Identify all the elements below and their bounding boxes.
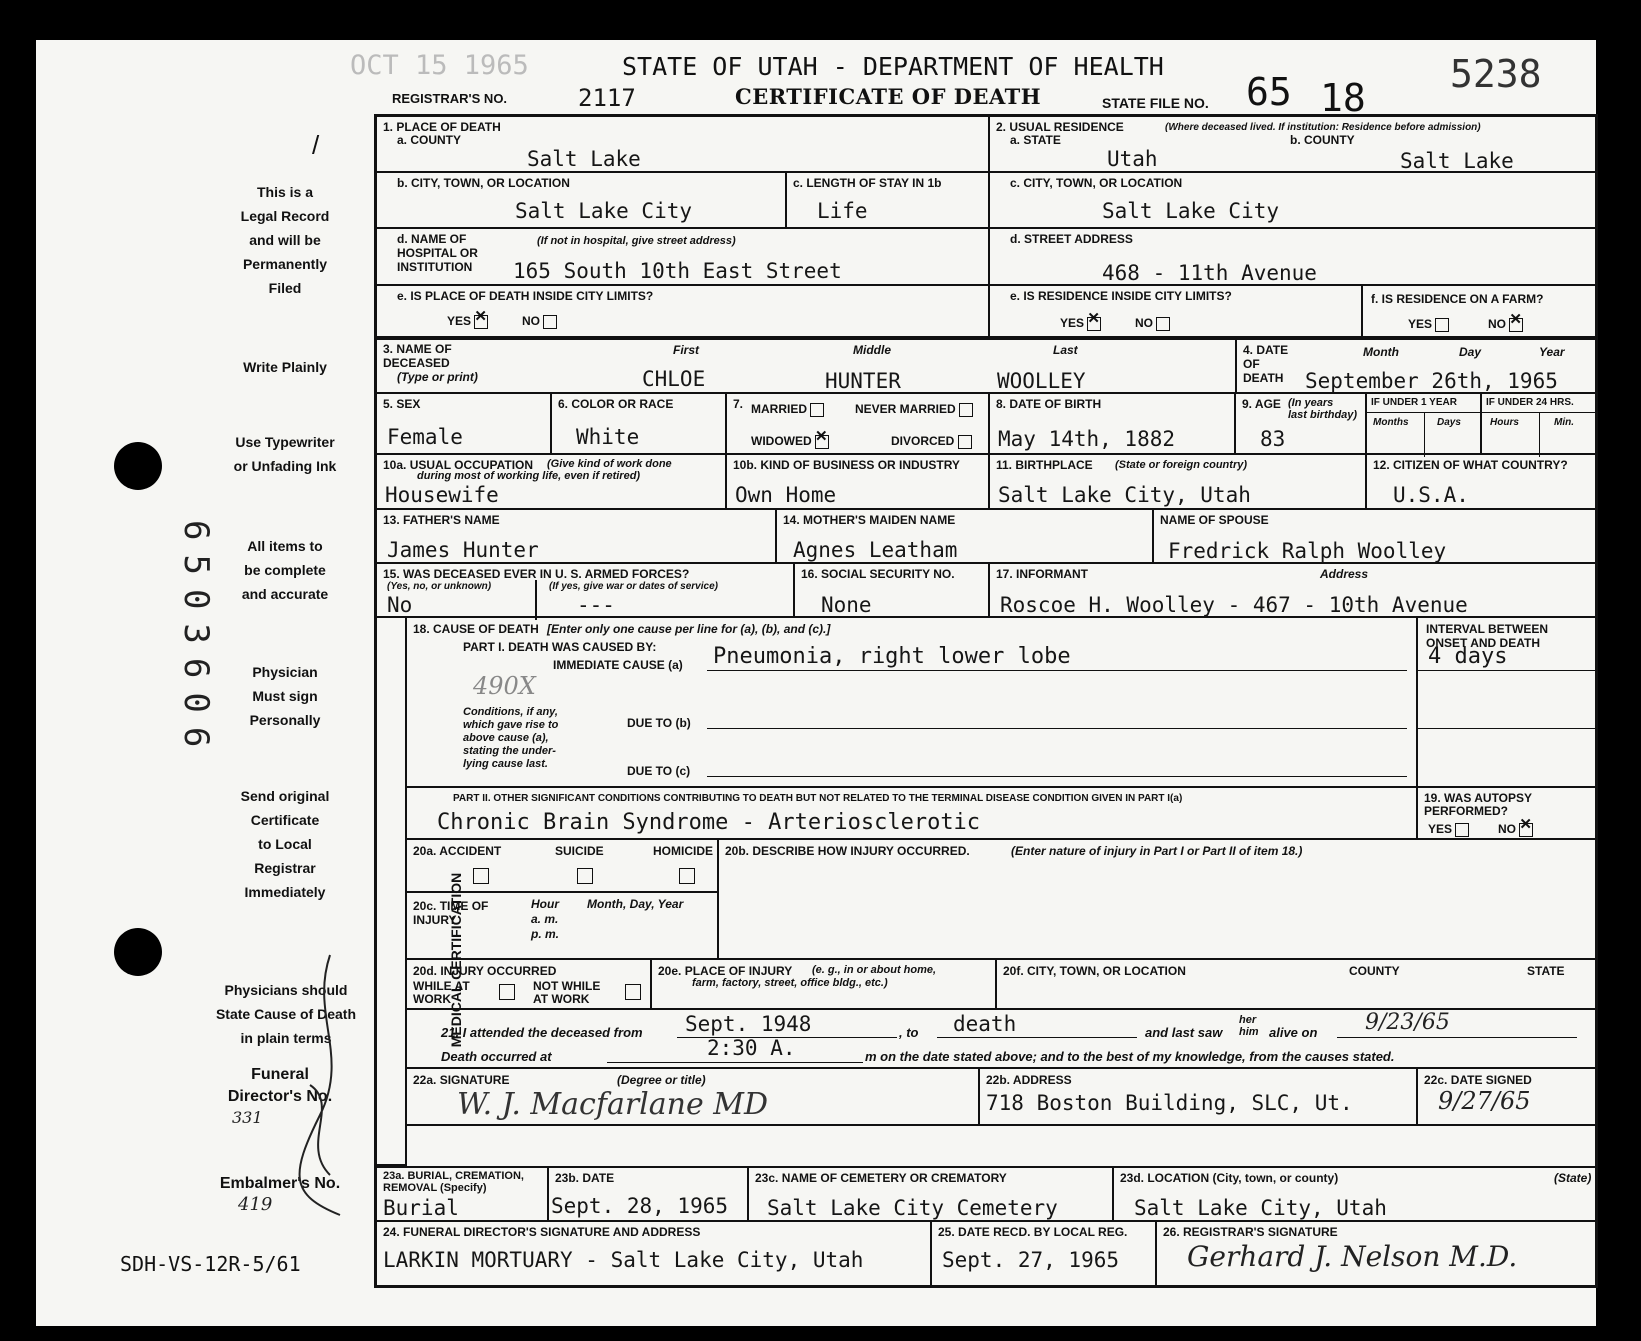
burial-label: 23a. BURIAL, CREMATION, REMOVAL (Specify) xyxy=(383,1170,524,1194)
farm-no[interactable]: NO ✕ xyxy=(1488,317,1523,332)
res-county-label: b. COUNTY xyxy=(1290,133,1355,147)
armed-label: 15. WAS DECEASED EVER IN U. S. ARMED FORCES? xyxy=(383,567,690,581)
her-him-label: her him xyxy=(1239,1014,1259,1038)
citizen-label: 12. CITIZEN OF WHAT COUNTRY? xyxy=(1373,458,1568,472)
checkbox-homicide[interactable] xyxy=(679,868,695,884)
year-label: Year xyxy=(1539,345,1565,359)
funeral-director-sig-label: 24. FUNERAL DIRECTOR'S SIGNATURE AND ADDRESS xyxy=(383,1225,701,1239)
cell-injury-occurred xyxy=(407,960,652,1010)
checkbox-autopsy-no[interactable] xyxy=(1519,823,1533,837)
cell-funeral-director xyxy=(377,1222,932,1288)
note-physician: Physician Must sign Personally xyxy=(249,664,321,728)
punch-hole-bottom xyxy=(114,928,162,976)
degree-label: (Degree or title) xyxy=(617,1073,706,1087)
sex-label: 5. SEX xyxy=(383,397,421,411)
cell-date-received xyxy=(932,1222,1157,1288)
hours-label: Hours xyxy=(1490,417,1519,428)
date-signed: 9/27/65 xyxy=(1438,1087,1531,1115)
date-of-death: September 26th, 1965 xyxy=(1305,369,1558,393)
state-file-no-label: STATE FILE NO. xyxy=(1102,95,1209,111)
address-label: Address xyxy=(1320,567,1369,581)
cell-under-1-year xyxy=(1367,394,1482,455)
cell-father xyxy=(377,510,777,564)
armed-note-b: (If yes, give war or dates of service) xyxy=(549,581,718,592)
cause-note: [Enter only one cause per line for (a), (b), and (c).] xyxy=(547,622,831,636)
cell-under-24-hrs xyxy=(1482,394,1598,455)
informant-label: 17. INFORMANT xyxy=(996,567,1089,581)
state-file-no-b: 18 xyxy=(1320,76,1366,120)
birthplace-note: (State or foreign country) xyxy=(1115,459,1248,471)
while-at-work-label: WHILE AT WORK xyxy=(413,979,470,1006)
checkbox-accident[interactable] xyxy=(473,868,489,884)
stay-label: c. LENGTH OF STAY IN 1b xyxy=(793,176,942,190)
informant: Roscoe H. Woolley - 467 - 10th Avenue xyxy=(1000,593,1468,617)
farm-yes[interactable]: YES xyxy=(1408,317,1449,332)
attend-from: Sept. 1948 xyxy=(685,1012,812,1036)
burial-state-label: (State) xyxy=(1554,1171,1592,1185)
registrar-signature: Gerhard J. Nelson M.D. xyxy=(1187,1240,1518,1273)
due-to-c-label: DUE TO (c) xyxy=(627,764,691,778)
date-of-birth: May 14th, 1882 xyxy=(998,427,1176,451)
ssn-label: 16. SOCIAL SECURITY NO. xyxy=(801,567,955,581)
under-24-label: IF UNDER 24 HRS. xyxy=(1486,397,1574,408)
cell-date-signed xyxy=(1418,1069,1598,1126)
cell-marital-status xyxy=(727,394,990,455)
occupation: Housewife xyxy=(385,483,499,507)
cell-res-farm xyxy=(1363,286,1598,338)
occupation-note: (Give kind of work done during most of working life, even if retired) xyxy=(417,458,672,482)
occurred-at-label: Death occurred at xyxy=(441,1049,552,1064)
cemetery: Salt Lake City Cemetery xyxy=(767,1196,1058,1220)
autopsy-no[interactable]: NO ✕ xyxy=(1498,822,1533,837)
physician-signature: W. J. Macfarlane MD xyxy=(457,1087,769,1122)
to-label: , to xyxy=(899,1025,919,1040)
citizen: U.S.A. xyxy=(1393,483,1469,507)
cell-race xyxy=(552,394,727,455)
res-county: Salt Lake xyxy=(1400,149,1514,173)
checkbox-married[interactable] xyxy=(810,403,824,417)
injury-city-label: 20f. CITY, TOWN, OR LOCATION xyxy=(1003,964,1186,978)
cell-accident xyxy=(407,840,719,893)
part2-conditions: Chronic Brain Syndrome - Arteriosclerotic xyxy=(437,810,981,835)
sex: Female xyxy=(387,425,463,449)
hospital-note: (If not in hospital, give street address) xyxy=(537,235,736,247)
physician-address-label: 22b. ADDRESS xyxy=(986,1073,1072,1087)
cell-place-of-injury xyxy=(652,960,997,1010)
physician-address: 718 Boston Building, SLC, Ut. xyxy=(986,1091,1353,1115)
date-received-label: 25. DATE RECD. BY LOCAL REG. xyxy=(938,1225,1128,1239)
death-inside-yes[interactable]: YES ✕ xyxy=(447,314,488,329)
middle-name: HUNTER xyxy=(825,369,901,393)
interval-label: INTERVAL BETWEEN ONSET AND DEATH xyxy=(1426,622,1549,650)
time-of-death: 2:30 A. xyxy=(707,1036,796,1060)
cell-armed-forces xyxy=(377,564,795,618)
immediate-label: IMMEDIATE CAUSE (a) xyxy=(553,658,683,672)
mother-name: Agnes Leatham xyxy=(793,538,958,562)
cell-cemetery xyxy=(749,1166,1114,1222)
cell-birthplace xyxy=(990,455,1367,510)
date-received: Sept. 27, 1965 xyxy=(942,1248,1120,1272)
cell-informant xyxy=(990,564,1598,618)
marital-num: 7. xyxy=(733,397,744,411)
how-injury-note: (Enter nature of injury in Part I or Part II of item 18.) xyxy=(1011,844,1303,858)
place-of-injury-note: (e. g., in or about home, farm, factory, street, office bldg., etc.) xyxy=(692,964,937,989)
cell-ssn xyxy=(795,564,990,618)
months-label: Months xyxy=(1373,417,1409,428)
autopsy-label: 19. WAS AUTOPSY PERFORMED? xyxy=(1424,791,1533,818)
spouse-label: NAME OF SPOUSE xyxy=(1160,513,1269,527)
cause-label: 18. CAUSE OF DEATH xyxy=(413,622,539,636)
occupation-label: 10a. USUAL OCCUPATION xyxy=(383,458,534,472)
first-name: CHLOE xyxy=(642,367,706,391)
checkbox-divorced[interactable] xyxy=(958,435,972,449)
note-legal-record: This is a Legal Record and will be Permanently Filed xyxy=(240,184,330,296)
file-serial: 5238 xyxy=(1450,52,1542,96)
death-certificate-form xyxy=(374,114,1598,1288)
business-label: 10b. KIND OF BUSINESS OR INDUSTRY xyxy=(733,458,960,472)
form-code: SDH-VS-12R-5/61 xyxy=(120,1252,301,1276)
res-city: Salt Lake City xyxy=(1102,199,1280,223)
accident-label: 20a. ACCIDENT xyxy=(413,844,502,858)
cell-spouse xyxy=(1154,510,1598,564)
checkbox-widowed[interactable] xyxy=(815,435,829,449)
last-name: WOOLLEY xyxy=(997,369,1086,393)
res-street: 468 - 11th Avenue xyxy=(1102,261,1317,285)
date-signed-label: 22c. DATE SIGNED xyxy=(1424,1073,1532,1087)
death-county: Salt Lake xyxy=(527,147,641,171)
checkbox-death-inside-yes[interactable] xyxy=(474,315,488,329)
mother-label: 14. MOTHER'S MAIDEN NAME xyxy=(783,513,956,527)
street-label: d. STREET ADDRESS xyxy=(1010,232,1133,246)
cell-res-city xyxy=(990,173,1598,229)
registrar-signature-label: 26. REGISTRAR'S SIGNATURE xyxy=(1163,1225,1338,1239)
cell-date-of-birth xyxy=(990,394,1236,455)
cell-time-of-injury xyxy=(407,893,719,960)
burial: Burial xyxy=(383,1196,459,1220)
father-name: James Hunter xyxy=(387,538,539,562)
deceased-name-label: 3. NAME OF DECEASED xyxy=(383,342,452,370)
cell-death-city xyxy=(377,173,787,229)
cell-burial-date xyxy=(549,1166,749,1222)
sidebar-signature-scribble xyxy=(270,935,390,1235)
res-inside-no[interactable]: NO xyxy=(1135,316,1170,331)
time-of-injury-label: 20c. TIME OF INJURY xyxy=(413,899,489,927)
cemetery-label: 23c. NAME OF CEMETERY OR CREMATORY xyxy=(755,1171,1007,1185)
never-married[interactable]: NEVER MARRIED xyxy=(855,402,973,417)
signature-label: 22a. SIGNATURE xyxy=(413,1073,510,1087)
race-label: 6. COLOR OR RACE xyxy=(558,397,674,411)
checkbox-res-inside-no[interactable] xyxy=(1156,317,1170,331)
checkbox-res-inside-yes[interactable] xyxy=(1087,317,1101,331)
note-state-cause: Physicians should State Cause of Death in plain terms xyxy=(215,982,357,1046)
embalmer-no: 419 xyxy=(238,1194,273,1215)
checkbox-while-at-work[interactable] xyxy=(499,984,515,1000)
due-to-b-label: DUE TO (b) xyxy=(627,716,691,730)
race: White xyxy=(576,425,640,449)
cell-res-inside-city xyxy=(990,286,1363,338)
attend-to: death xyxy=(953,1012,1017,1036)
death-inside-city-label: e. IS PLACE OF DEATH INSIDE CITY LIMITS? xyxy=(397,289,654,303)
agency-title: STATE OF UTAH - DEPARTMENT OF HEALTH xyxy=(622,52,1164,81)
res-state-label: a. STATE xyxy=(1010,133,1061,147)
length-of-stay: Life xyxy=(817,199,868,223)
under-year-label: IF UNDER 1 YEAR xyxy=(1371,397,1457,408)
place-of-death-label: 1. PLACE OF DEATH xyxy=(383,120,501,134)
spouse-name: Fredrick Ralph Woolley xyxy=(1168,539,1447,563)
type-or-print-note: (Type or print) xyxy=(397,370,478,384)
cell-cause-of-death xyxy=(407,618,1418,788)
father-label: 13. FATHER'S NAME xyxy=(383,513,500,527)
res-inside-yes[interactable]: YES ✕ xyxy=(1060,316,1101,331)
day-label: Day xyxy=(1459,345,1482,359)
usual-residence-label: 2. USUAL RESIDENCE xyxy=(996,120,1124,134)
checkbox-autopsy-yes[interactable] xyxy=(1455,823,1469,837)
cell-mother xyxy=(777,510,1154,564)
funeral-director-label: Funeral Director's No. xyxy=(227,1066,333,1105)
homicide-label: HOMICIDE xyxy=(653,844,713,858)
medical-certification-label: MEDICAL CERTIFICATION xyxy=(448,872,465,1048)
widowed[interactable]: WIDOWED ✕ xyxy=(751,434,829,449)
injury-state-label: STATE xyxy=(1527,964,1565,978)
registrar-no-label: REGISTRAR'S NO. xyxy=(392,91,508,106)
registrar-no: 2117 xyxy=(578,84,636,112)
cell-death-inside-city xyxy=(377,286,990,338)
farm-label: f. IS RESIDENCE ON A FARM? xyxy=(1371,292,1544,306)
armed-forces: No xyxy=(387,593,413,617)
res-state: Utah xyxy=(1107,147,1158,171)
last-label: Last xyxy=(1053,343,1078,357)
hospital-label: d. NAME OF HOSPITAL OR INSTITUTION xyxy=(397,232,478,274)
residence-note: (Where deceased lived. If institution: Residence before admission) xyxy=(1165,122,1481,133)
last-saw-label: and last saw xyxy=(1145,1025,1223,1040)
checkbox-suicide[interactable] xyxy=(577,868,593,884)
cell-physician-address xyxy=(980,1069,1418,1126)
suicide-label: SUICIDE xyxy=(555,844,604,858)
alive-on-label: alive on xyxy=(1269,1025,1318,1040)
business: Own Home xyxy=(735,483,837,507)
cell-place-county xyxy=(377,117,990,173)
last-seen-date: 9/23/65 xyxy=(1365,1010,1450,1035)
cell-age xyxy=(1236,394,1367,455)
month-label: Month xyxy=(1363,345,1399,359)
cell-hospital xyxy=(377,229,990,286)
res-inside-city-label: e. IS RESIDENCE INSIDE CITY LIMITS? xyxy=(1010,289,1232,303)
days-label: Days xyxy=(1437,417,1461,428)
cell-res-street xyxy=(990,229,1598,286)
city-label: b. CITY, TOWN, OR LOCATION xyxy=(397,176,570,190)
date-of-death-label: 4. DATE OF DEATH xyxy=(1243,343,1289,385)
cell-name-of-deceased xyxy=(377,338,1237,394)
cell-occupation xyxy=(377,455,727,510)
attend-label: 21. I attended the deceased from xyxy=(441,1025,643,1040)
cell-attendance xyxy=(407,1010,1598,1069)
cell-date-of-death xyxy=(1237,338,1598,394)
birthplace-label: 11. BIRTHPLACE xyxy=(996,458,1093,472)
first-label: First xyxy=(673,343,700,357)
punch-hole-top xyxy=(114,442,162,490)
cell-signature xyxy=(407,1069,980,1126)
funeral-director-no: 331 xyxy=(232,1108,263,1127)
place-of-injury-label: 20e. PLACE OF INJURY xyxy=(658,964,793,978)
month-day-year-label: Month, Day, Year xyxy=(587,897,684,911)
injury-occurred-label: 20d. INJURY OCCURRED xyxy=(413,964,557,978)
note-typewriter: Use Typewriter or Unfading Ink xyxy=(233,434,337,474)
burial-date-label: 23b. DATE xyxy=(555,1171,615,1185)
hospital-address: 165 South 10th East Street xyxy=(513,259,842,283)
part2-label: PART II. OTHER SIGNIFICANT CONDITIONS CONTRIBUTING TO DEATH BUT NOT RELATED TO THE TERMINAL DISEASE CONDITION GIVEN IN PART I(a) xyxy=(453,793,1183,804)
age: 83 xyxy=(1260,427,1286,451)
cell-residence-state xyxy=(990,117,1598,173)
injury-county-label: COUNTY xyxy=(1349,964,1400,978)
burial-date: Sept. 28, 1965 xyxy=(551,1194,729,1218)
death-inside-no[interactable]: NO xyxy=(522,314,557,329)
state-file-no-a: 65 xyxy=(1246,70,1292,114)
armed-note-a: (Yes, no, or unknown) xyxy=(387,581,492,592)
res-city-label: c. CITY, TOWN, OR LOCATION xyxy=(1010,176,1183,190)
certificate-title: CERTIFICATE OF DEATH xyxy=(735,84,1042,109)
note-complete: All items to be complete and accurate xyxy=(241,538,329,602)
middle-label: Middle xyxy=(853,343,891,357)
part1-label: PART I. DEATH WAS CAUSED BY: xyxy=(463,640,657,654)
checkbox-never-married[interactable] xyxy=(959,403,973,417)
certifier-statement: m on the date stated above; and to the best of my knowledge, from the causes stated. xyxy=(865,1049,1395,1064)
cell-autopsy xyxy=(1418,788,1598,840)
cell-interval xyxy=(1418,618,1598,788)
burial-location-label: 23d. LOCATION (City, town, or county) xyxy=(1120,1171,1339,1185)
ssn: None xyxy=(821,593,872,617)
checkbox-farm-no[interactable] xyxy=(1509,318,1523,332)
cell-citizen xyxy=(1367,455,1598,510)
embalmer-label: Embalmer's No. xyxy=(219,1175,341,1192)
cell-burial xyxy=(377,1166,549,1222)
hour-am-pm: Hour a. m. p. m. xyxy=(531,897,560,941)
age-note: (In years last birthday) xyxy=(1288,397,1358,421)
immediate-cause: Pneumonia, right lower lobe xyxy=(713,644,1071,669)
cell-business xyxy=(727,455,990,510)
county-label: a. COUNTY xyxy=(397,133,462,147)
cell-how-injury xyxy=(719,840,1598,960)
burial-location: Salt Lake City, Utah xyxy=(1134,1196,1387,1220)
death-city: Salt Lake City xyxy=(515,199,693,223)
dob-label: 8. DATE OF BIRTH xyxy=(996,397,1102,411)
vertical-serial-number: 6503606 xyxy=(176,520,216,762)
age-label: 9. AGE xyxy=(1242,397,1281,411)
note-write-plainly: Write Plainly xyxy=(243,359,327,375)
cell-length-of-stay xyxy=(787,173,990,229)
funeral-director: LARKIN MORTUARY - Salt Lake City, Utah xyxy=(383,1248,864,1272)
min-label: Min. xyxy=(1554,417,1574,428)
note-send-original: Send original Certificate to Local Registrar Immediately xyxy=(240,788,330,900)
check-mark: / xyxy=(312,130,320,160)
conditions-note: Conditions, if any, which gave rise to above cause (a), stating the under- lying cause last. xyxy=(463,706,559,770)
cell-injury-city xyxy=(997,960,1598,1010)
armed-dates: --- xyxy=(577,593,615,617)
not-while-at-work-label: NOT WHILE AT WORK xyxy=(533,979,601,1006)
cell-part2 xyxy=(407,788,1418,840)
cause-code-note: 490X xyxy=(473,672,536,700)
checkbox-farm-yes[interactable] xyxy=(1435,318,1449,332)
received-stamp: OCT 15 1965 xyxy=(350,50,529,81)
married[interactable]: MARRIED xyxy=(751,402,824,417)
cell-registrar-signature xyxy=(1157,1222,1598,1288)
checkbox-not-while-at-work[interactable] xyxy=(625,984,641,1000)
checkbox-death-inside-no[interactable] xyxy=(543,315,557,329)
autopsy-yes[interactable]: YES xyxy=(1428,822,1469,837)
birthplace: Salt Lake City, Utah xyxy=(998,483,1251,507)
how-injury-label: 20b. DESCRIBE HOW INJURY OCCURRED. xyxy=(725,844,970,858)
divorced[interactable]: DIVORCED xyxy=(891,434,972,449)
cell-sex xyxy=(377,394,552,455)
cell-burial-location xyxy=(1114,1166,1598,1222)
interval: 4 days xyxy=(1428,644,1508,669)
